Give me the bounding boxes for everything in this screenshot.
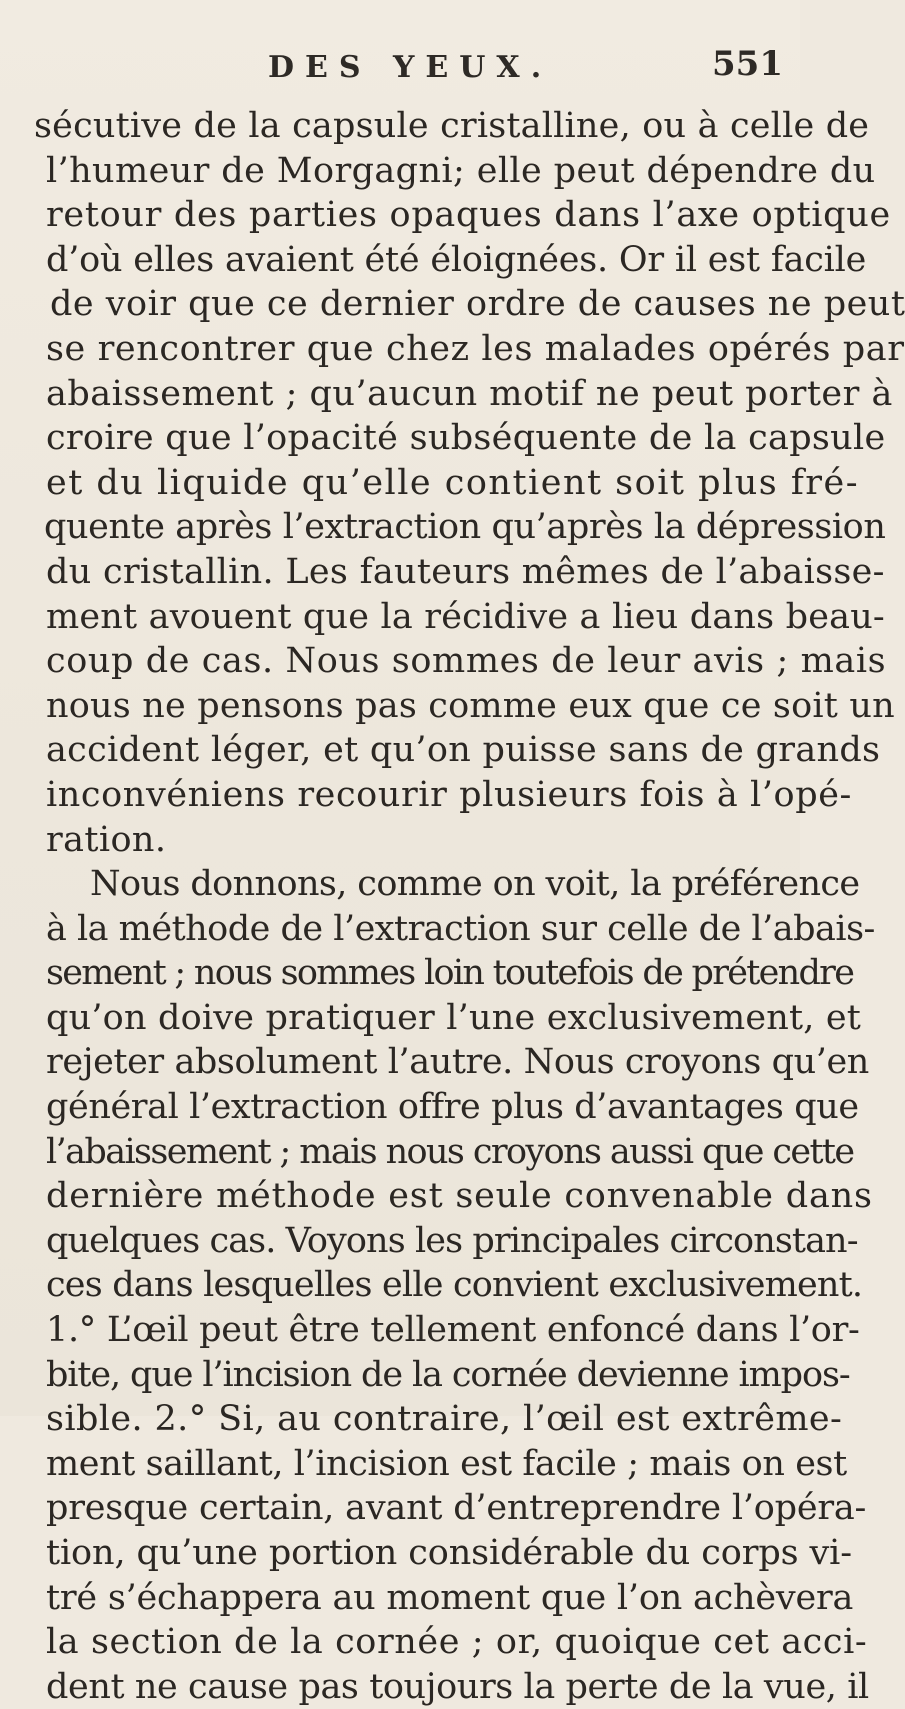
text-line-content: se rencontrer que chez les malades opérés par [46, 328, 905, 369]
text-line [0, 1219, 858, 1264]
text-line-content: Nous donnons, comme on voit, la préférence [90, 864, 860, 905]
text-line-content: coup de cas. Nous sommes de leur avis ; mais [46, 641, 887, 682]
text-line [0, 1130, 854, 1175]
text-line [0, 862, 860, 907]
text-line [0, 1174, 873, 1219]
text-line-content: sement ; nous sommes loin toutefois de prétendre [46, 953, 854, 994]
text-line-content: ment avouent que la récidive a lieu dans beau- [46, 596, 885, 637]
text-line [0, 416, 886, 461]
text-line-content: l’abaissement ; mais nous croyons aussi que cette [46, 1131, 854, 1172]
text-line [0, 149, 876, 194]
text-line [0, 818, 800, 863]
text-line [0, 461, 860, 506]
text-line [0, 104, 870, 149]
text-line-content: 1.° L’œil peut être tellement enfoncé dans l’or- [46, 1310, 860, 1351]
text-line-content: quente après l’extraction qu’après la dépression [44, 507, 886, 548]
page-number: 551 [712, 44, 783, 84]
text-line [0, 1263, 863, 1308]
text-line-content: abaissement ; qu’aucun motif ne peut porter à [46, 373, 893, 414]
text-line [0, 1531, 853, 1576]
text-line-content: la section de la cornée ; or, quoique cet acci- [46, 1622, 868, 1663]
text-line-content: bite, que l’incision de la cornée devienne impos- [46, 1354, 850, 1395]
text-line-content: ment saillant, l’incision est facile ; mais on est [46, 1443, 847, 1484]
text-line [0, 996, 862, 1041]
text-line-content: nous ne pensons pas comme eux que ce soit un [46, 685, 895, 726]
text-line-content: général l’extraction offre plus d’avantages que [46, 1087, 859, 1128]
text-line [0, 1620, 868, 1665]
text-line-content: d’où elles avaient été éloignées. Or il est facile [46, 239, 867, 280]
text-line-content: et du liquide qu’elle contient soit plus fré- [46, 462, 860, 503]
text-line [0, 1353, 850, 1398]
text-line-content: ration. [46, 819, 167, 860]
running-title: DES YEUX. [268, 50, 553, 85]
text-line [0, 728, 881, 773]
text-line-content: rejeter absolument l’autre. Nous croyons qu’en [46, 1042, 869, 1083]
text-line-content: presque certain, avant d’entreprendre l’opéra- [46, 1488, 867, 1529]
text-line-content: ces dans lesquelles elle convient exclusivement. [46, 1265, 863, 1306]
text-line [0, 550, 885, 595]
text-line [0, 1308, 860, 1353]
text-line [0, 907, 875, 952]
text-line [0, 282, 905, 327]
text-line [0, 1085, 859, 1130]
text-line [0, 372, 893, 417]
text-line [0, 773, 852, 818]
text-line-content: quelques cas. Voyons les principales circonstan- [46, 1220, 858, 1261]
text-line [0, 1040, 869, 1085]
text-line-content: accident léger, et qu’on puisse sans de grands [46, 730, 881, 771]
page-header [0, 44, 800, 104]
text-line [0, 1397, 843, 1442]
text-line [0, 1576, 854, 1621]
body-text [0, 104, 905, 1709]
text-line [0, 684, 895, 729]
text-line-content: du cristallin. Les fauteurs mêmes de l’abaisse- [46, 551, 885, 592]
text-line-content: qu’on doive pratiquer l’une exclusivement, et [46, 997, 862, 1038]
text-line [0, 595, 885, 640]
text-line [0, 327, 905, 372]
text-line [0, 951, 854, 996]
text-line-content: sécutive de la capsule cristalline, ou à celle de [34, 106, 870, 146]
text-line [0, 639, 887, 684]
text-line-content: sible. 2.° Si, au contraire, l’œil est extrême- [46, 1399, 843, 1440]
text-line [0, 1442, 847, 1487]
text-line [0, 1665, 869, 1709]
text-line-content: croire que l’opacité subséquente de la capsule [46, 418, 886, 459]
text-line [0, 238, 867, 283]
text-line-content: inconvéniens recourir plusieurs fois à l’opé- [46, 774, 852, 815]
text-line-content: dernière méthode est seule convenable dans [46, 1176, 873, 1217]
text-line-content: à la méthode de l’extraction sur celle de l’abais- [46, 908, 875, 949]
text-line-content: dent ne cause pas toujours la perte de la vue, il [46, 1666, 869, 1707]
text-line [0, 505, 886, 550]
text-line-content: tré s’échappera au moment que l’on achèvera [46, 1577, 854, 1618]
text-line [0, 1486, 867, 1531]
text-line-content: retour des parties opaques dans l’axe optique [46, 195, 891, 236]
text-line [0, 193, 891, 238]
text-line-content: de voir que ce dernier ordre de causes ne peut [50, 284, 905, 325]
text-line-content: l’humeur de Morgagni; elle peut dépendre du [46, 150, 876, 191]
text-line-content: tion, qu’une portion considérable du corps vi- [46, 1533, 853, 1573]
